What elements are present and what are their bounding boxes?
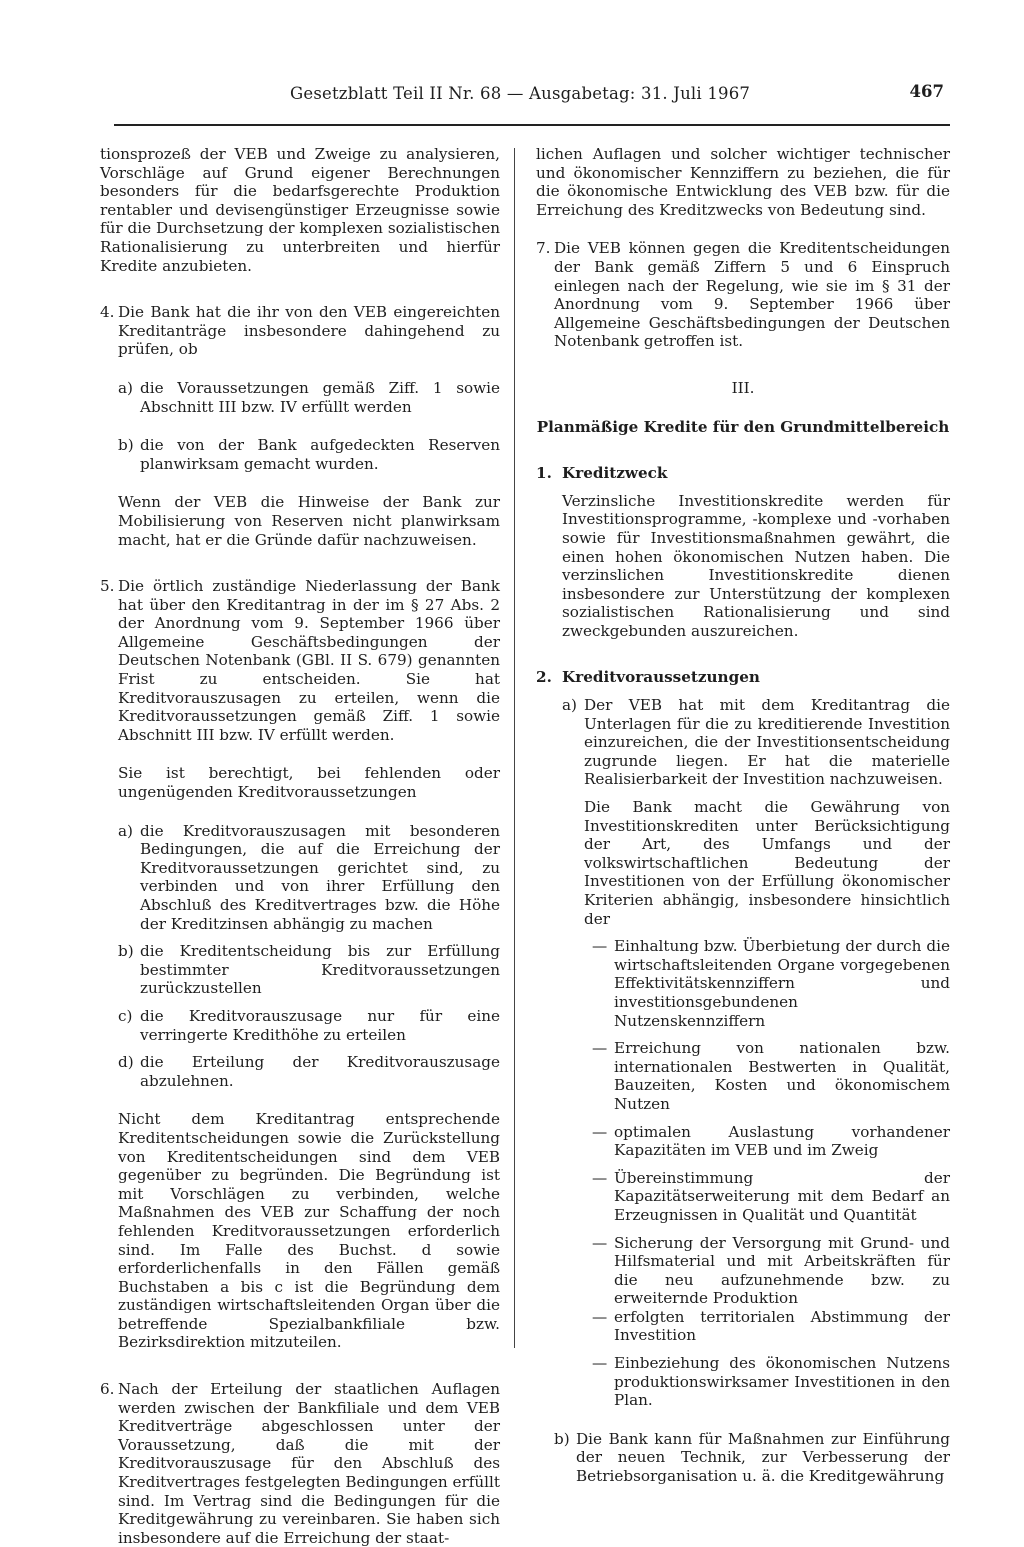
clause-5-item-c xyxy=(118,1007,500,1044)
column-divider xyxy=(514,148,515,1348)
item-text: Der VEB hat mit dem Kreditantrag die Unterlagen für die zu kreditierende Investition einzureichen, die der Investitionsentscheidung zugrunde liegen. Er hat die materielle Realisierbarkeit der Investition nachzuweisen. xyxy=(584,696,950,789)
subsection-heading: Kreditvoraussetzungen xyxy=(562,668,760,687)
subsection-text: Verzinsliche Investitionskredite werden für Investitionsprogramme, -komplexe und -vorhaben sowie für Investitionsmaßnahmen gewährt, die einen hohen ökonomischen Nutzen haben. Die verzinslichen Investitionskredite dienen insbesondere zur Unterstützung der komplexen sozialistischen Rationalisierung und sind zweckgebunden auszureichen. xyxy=(562,491,950,640)
left-column xyxy=(100,145,500,1547)
criteria-text: optimalen Auslastung vorhandener Kapazitäten im VEB und im Zweig xyxy=(614,1122,950,1160)
item-label: b) xyxy=(554,1429,570,1448)
criteria-item xyxy=(584,937,950,1030)
item-text: die Kreditentscheidung bis zur Erfüllung bestimmter Kreditvoraussetzungen zurückzustellen xyxy=(140,942,500,998)
item-label: a) xyxy=(118,821,133,840)
subsection-2-item-b xyxy=(554,1430,950,1486)
criteria-text: erfolgten territorialen Abstimmung der Investition xyxy=(614,1307,950,1345)
clause-text: Nach der Erteilung der staatlichen Auflagen werden zwischen der Bankfiliale und dem VEB Kreditverträge abgeschlossen unter der Voraussetzung, daß die mit der Kreditvorauszusage für den Abschluß des Kreditvertrages festgelegten Bedingungen erfüllt sind. Im Vertrag sind die Bedingungen für die Kreditgewährung zu vereinbaren. Sie haben sich insbesondere auf die Erreichung der staat- xyxy=(118,1380,500,1547)
clause-text: Die örtlich zuständige Niederlassung der Bank hat über den Kreditantrag in der im § 27 Abs. 2 der Anordnung vom 9. September 1966 über Allgemeine Geschäftsbedingungen der Deutschen Notenbank (GBl. II S. 679) genannten Frist zu entscheiden. Sie hat Kreditvorauszusagen zu erteilen, wenn die Kreditvoraussetzungen gemäß Ziff. 1 sowie Abschnitt III bzw. IV erfüllt werden. xyxy=(118,577,500,744)
dash-marker: — xyxy=(592,1307,608,1326)
item-text: die Kreditvorauszusage nur für eine verringerte Kredithöhe zu erteilen xyxy=(140,1006,500,1044)
clause-5-item-d xyxy=(118,1053,500,1090)
subsection-heading: Kreditzweck xyxy=(562,464,668,483)
clause-4-item-b xyxy=(118,436,500,473)
item-text: die Voraussetzungen gemäß Ziff. 1 sowie Abschnitt III bzw. IV erfüllt werden xyxy=(140,378,500,416)
section-number: III. xyxy=(731,378,755,397)
page-number: 467 xyxy=(909,82,944,101)
item-paragraph: Die Bank macht die Gewährung von Investitionskrediten unter Berücksichtigung der Art, des Umfangs und der volkswirtschaftlichen Bedeutung der Investitionen von der Erfüllung ökonomischer Kriterien abhängig, insbesondere hinsichtlich der xyxy=(584,798,950,928)
item-label: a) xyxy=(118,378,133,397)
criteria-item xyxy=(584,1123,950,1160)
dash-marker: — xyxy=(592,1354,608,1373)
header-rule xyxy=(114,124,950,126)
dash-marker: — xyxy=(592,1122,608,1141)
criteria-item xyxy=(584,1308,950,1345)
criteria-item xyxy=(584,1169,950,1225)
clause-text: Die VEB können gegen die Kreditentscheidungen der Bank gemäß Ziffern 5 und 6 Einspruch einlegen nach der Regelung, wie sie im § 31 der Anordnung vom 9. September 1966 über Allgemeine Geschäftsbedingungen der Deutschen Notenbank getroffen ist. xyxy=(554,239,950,351)
item-label: c) xyxy=(118,1006,133,1025)
clause-paragraph: Nicht dem Kreditantrag entsprechende Kreditentscheidungen sowie die Zurückstellung von Kreditentscheidungen sind dem VEB gegenüber zu begründen. Die Begründung ist mit Vorschlägen zu verbinden, welche Maßnahmen des VEB zur Schaffung der noch fehlenden Kreditvoraussetzungen erforderlich sind. Im Falle des Buchst. d sowie erforderlichenfalls in den Fällen gemäß Buchstaben a bis c ist die Begründung dem zuständigen wirtschaftsleitenden Organ über die betreffende Spezialbankfiliale bzw. Bezirksdirektion mitzuteilen. xyxy=(118,1110,500,1352)
subsection-number: 1. xyxy=(536,464,552,483)
section-title: Planmäßige Kredite für den Grundmittelbereich xyxy=(536,417,950,436)
item-text: die von der Bank aufgedeckten Reserven planwirksam gemacht wurden. xyxy=(140,436,500,473)
clause-4 xyxy=(100,303,500,549)
item-text: die Kreditvorauszusagen mit besonderen Bedingungen, die auf die Erreichung der Kreditvoraussetzungen gerichtet sind, zu verbinden und von ihrer Erfüllung den Abschluß des Kreditvertrages bzw. die Höhe der Kreditzinsen abhängig zu machen xyxy=(140,821,500,933)
clause-number: 5. xyxy=(100,577,115,596)
item-text: die Erteilung der Kreditvorauszusage abzulehnen. xyxy=(140,1053,500,1090)
clause-5-item-a xyxy=(118,822,500,934)
dash-marker: — xyxy=(592,1039,608,1058)
right-column xyxy=(536,145,950,1486)
criteria-text: Erreichung von nationalen bzw. internationalen Bestwerten in Qualität, Bauzeiten, Kosten und ökonomischem Nutzen xyxy=(614,1039,950,1113)
criteria-item xyxy=(584,1354,950,1410)
subsection-1 xyxy=(536,464,950,640)
item-label: a) xyxy=(562,696,577,715)
criteria-text: Sicherung der Versorgung mit Grund- und Hilfsmaterial und mit Arbeitskräften für die neu aufzunehmende bzw. zu erweiternde Produktion xyxy=(614,1233,950,1308)
clause-7 xyxy=(536,239,950,351)
clause-paragraph: Wenn der VEB die Hinweise der Bank zur Mobilisierung von Reserven nicht planwirksam macht, hat er die Gründe dafür nachzuweisen. xyxy=(118,493,500,549)
header-title: Gesetzblatt Teil II Nr. 68 — Ausgabetag: 31. Juli 1967 xyxy=(290,84,751,103)
subsection-number: 2. xyxy=(536,668,552,687)
clause-number: 6. xyxy=(100,1380,115,1399)
clause-5 xyxy=(100,577,500,1352)
clause-number: 7. xyxy=(536,239,551,258)
subsection-2 xyxy=(536,668,950,1485)
criteria-item xyxy=(584,1039,950,1113)
dash-marker: — xyxy=(592,937,608,956)
item-label: b) xyxy=(118,436,134,455)
item-label: b) xyxy=(118,942,134,961)
criteria-text: Einhaltung bzw. Überbietung der durch die wirtschaftsleitenden Organe vorgegebenen Effektivitätskennziffern und investitionsgebundenen Nutzenskennziffern xyxy=(614,937,950,1030)
clause-text: Die Bank hat die ihr von den VEB eingereichten Kreditanträge insbesondere dahingehend zu prüfen, ob xyxy=(118,303,500,359)
criteria-item xyxy=(584,1234,950,1308)
clause-6 xyxy=(100,1380,500,1547)
clause-5-item-b xyxy=(118,942,500,998)
continuation-paragraph: lichen Auflagen und solcher wichtiger technischer und ökonomischer Kennziffern zu beziehen, die für die ökonomische Entwicklung des VEB bzw. für die Erreichung des Kreditzwecks von Bedeutung sind. xyxy=(536,145,950,219)
subsection-2-item-a xyxy=(562,696,950,1410)
clause-paragraph: Sie ist berechtigt, bei fehlenden oder ungenügenden Kreditvoraussetzungen xyxy=(118,764,500,802)
page-header xyxy=(114,80,950,110)
dash-marker: — xyxy=(592,1168,608,1187)
continuation-paragraph: tionsprozeß der VEB und Zweige zu analysieren, Vorschläge auf Grund eigener Berechnungen besonders für die bedarfsgerechte Produktion rentabler und devisengünstiger Erzeugnisse sowie für die Durchsetzung der komplexen sozialistischen Rationalisierung zu unterbreiten und hierfür Kredite anzubieten. xyxy=(100,145,500,275)
clause-number: 4. xyxy=(100,303,115,322)
item-label: d) xyxy=(118,1053,134,1072)
dash-marker: — xyxy=(592,1233,608,1252)
criteria-text: Übereinstimmung der Kapazitätserweiterung mit dem Bedarf an Erzeugnissen in Qualität und Quantität xyxy=(614,1168,950,1224)
clause-4-item-a xyxy=(118,379,500,416)
criteria-text: Einbeziehung des ökonomischen Nutzens produktionswirksamer Investitionen in den Plan. xyxy=(614,1354,950,1410)
item-text: Die Bank kann für Maßnahmen zur Einführung der neuen Technik, zur Verbesserung der Betriebsorganisation u. ä. die Kreditgewährung xyxy=(576,1429,950,1486)
